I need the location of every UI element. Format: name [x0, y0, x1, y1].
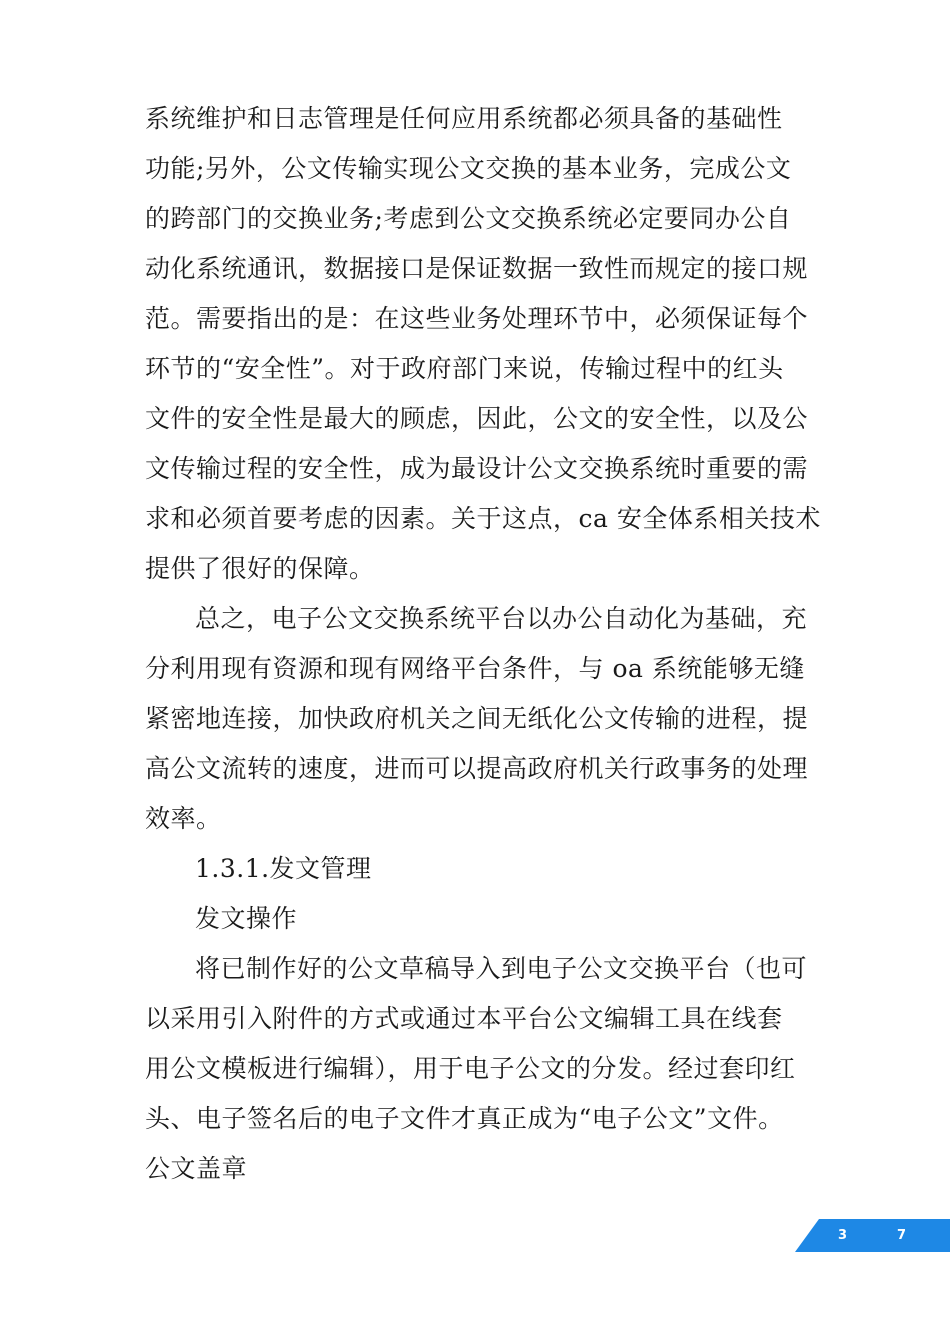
subsection-heading: 公文盖章 — [145, 1154, 248, 1183]
text-line: 文传输过程的安全性，成为最设计公文交换系统时重要的需 — [145, 454, 809, 483]
text-line: 头、电子签名后的电子文件才真正成为“电子公文”文件。 — [145, 1104, 784, 1133]
page-badge-shape — [795, 1219, 950, 1252]
text-line: 将已制作好的公文草稿导入到电子公文交换平台（也可 — [195, 954, 808, 983]
text-line: 效率。 — [145, 804, 222, 833]
subsection-heading: 发文操作 — [195, 904, 298, 933]
text-line: 以采用引入附件的方式或通过本平台公文编辑工具在线套 — [145, 1004, 783, 1033]
text-line: 用公文模板进行编辑），用于电子公文的分发。经过套印红 — [145, 1054, 796, 1083]
body-text — [145, 94, 821, 1194]
text-line: 的跨部门的交换业务;考虑到公文交换系统必定要同办公自 — [145, 204, 792, 233]
text-line: 求和必须首要考虑的因素。关于这点，ca 安全体系相关技术 — [145, 504, 821, 533]
text-line: 范。需要指出的是：在这些业务处理环节中，必须保证每个 — [145, 304, 809, 333]
section-heading: 1.3.1.发文管理 — [195, 854, 372, 883]
text-line: 紧密地连接，加快政府机关之间无纸化公文传输的进程，提 — [145, 704, 809, 733]
text-line: 动化系统通讯，数据接口是保证数据一致性而规定的接口规 — [145, 254, 809, 283]
text-line: 提供了很好的保障。 — [145, 554, 375, 583]
text-line: 总之，电子公文交换系统平台以办公自动化为基础，充 — [195, 604, 808, 633]
current-page-number: 3 — [838, 1228, 848, 1243]
total-page-number: 7 — [897, 1228, 907, 1243]
text-line: 系统维护和日志管理是任何应用系统都必须具备的基础性 — [145, 104, 783, 133]
text-line: 分利用现有资源和现有网络平台条件，与 oa 系统能够无缝 — [145, 654, 805, 683]
text-line: 高公文流转的速度，进而可以提高政府机关行政事务的处理 — [145, 754, 809, 783]
text-line: 环节的“安全性”。对于政府部门来说，传输过程中的红头 — [145, 354, 784, 383]
page-number-badge — [795, 1219, 950, 1252]
text-line: 文件的安全性是最大的顾虑，因此，公文的安全性，以及公 — [145, 404, 809, 433]
text-line: 功能;另外，公文传输实现公文交换的基本业务，完成公文 — [145, 154, 792, 183]
